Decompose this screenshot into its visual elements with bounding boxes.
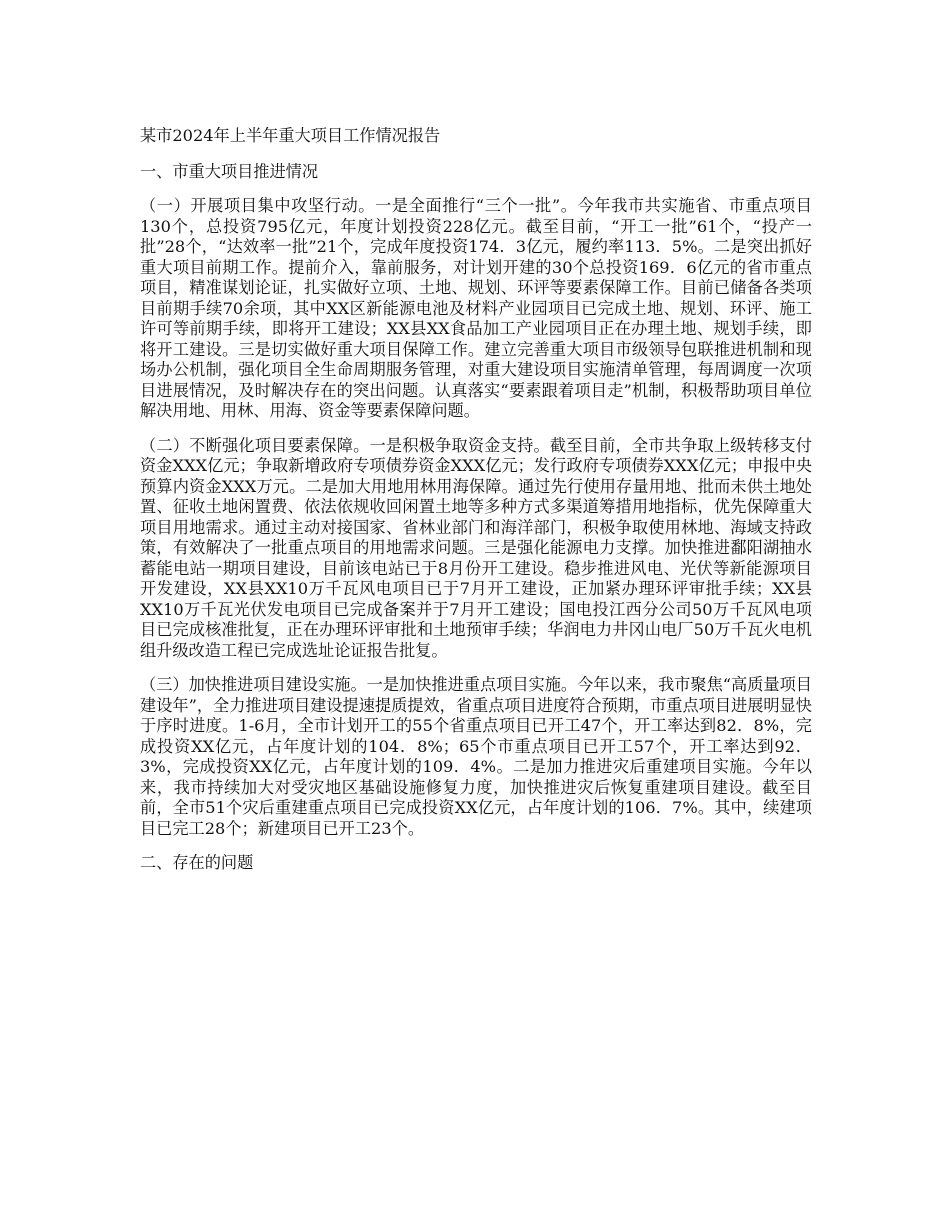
paragraph-2: （二）不断强化项目要素保障。一是积极争取资金支持。截至目前，全市共争取上级转移支付资金XXX亿元；争取新增政府专项债券资金XXX亿元；发行政府专项债券XXX亿元；申报中央预算内资金XXX万元。二是加大用地用林用海保障。通过先行使用存量用地、批而未供土地处置、征收土地闲置费、依法依规收回闲置土地等多种方式多渠道筹措用地指标，优先保障重大项目用地需求。通过主动对接国家、省林业部门和海洋部门，积极争取使用林地、海域支持政策，有效解决了一批重点项目的用地需求问题。三是强化能源电力支撑。加快推进鄱阳湖抽水蓄能电站一期项目建设，目前该电站已于8月份开工建设。稳步推进风电、光伏等新能源项目开发建设，XX县XX10万千瓦风电项目已于7月开工建设，正加紧办理环评审批手续；XX县XX10万千瓦光伏发电项目已完成备案并于7月开工建设；国电投江西分公司50万千瓦风电项目已完成核准批复，正在办理环评审批和土地预审手续；华润电力井冈山电厂50万千瓦火电机组升级改造工程已完成选址论证报告批复。: [140, 435, 812, 660]
paragraph-3: （三）加快推进项目建设实施。一是加快推进重点项目实施。今年以来，我市聚焦“高质量项目建设年”，全力推进项目建设提速提质提效，省重点项目进度符合预期，市重点项目进展明显快于序时进度。1-6月，全市计划开工的55个省重点项目已开工47个，开工率达到82．8%，完成投资XX亿元，占年度计划的104．8%；65个市重点项目已开工57个，开工率达到92．3%，完成投资XX亿元，占年度计划的109．4%。二是加力推进灾后重建项目实施。今年以来，我市持续加大对受灾地区基础设施修复力度，加快推进灾后恢复重建项目建设。截至目前，全市51个灾后重建重点项目已完成投资XX亿元，占年度计划的106．7%。其中，续建项目已完工28个；新建项目已开工23个。: [140, 675, 812, 838]
paragraph-1: （一）开展项目集中攻坚行动。一是全面推行“三个一批”。今年我市共实施省、市重点项目130个，总投资795亿元，年度计划投资228亿元。截至目前，“开工一批”61个，“投产一批”28个，“达效率一批”21个，完成年度投资174．3亿元，履约率113．5%。二是突出抓好重大项目前期工作。提前介入，靠前服务，对计划开建的30个总投资169．6亿元的省市重点项目，精准谋划论证，扎实做好立项、土地、规划、环评等要素保障工作。目前已储备各类项目前期手续70余项，其中XX区新能源电池及材料产业园项目已完成土地、规划、环评、施工许可等前期手续，即将开工建设；XX县XX食品加工产业园项目正在办理土地、规划手续，即将开工建设。三是切实做好重大项目保障工作。建立完善重大项目市级领导包联推进机制和现场办公机制，强化项目全生命周期服务管理，对重大建设项目实施清单管理，每周调度一次项目进展情况，及时解决存在的突出问题。认真落实“要素跟着项目走”机制，积极帮助项目单位解决用地、用林、用海、资金等要素保障问题。: [140, 196, 812, 420]
section-heading-2: 二、存在的问题: [140, 853, 254, 872]
section-heading-1: 一、市重大项目推进情况: [140, 161, 319, 181]
document-title: 某市2024年上半年重大项目工作情况报告: [140, 126, 441, 145]
document-page: [140, 126, 812, 888]
